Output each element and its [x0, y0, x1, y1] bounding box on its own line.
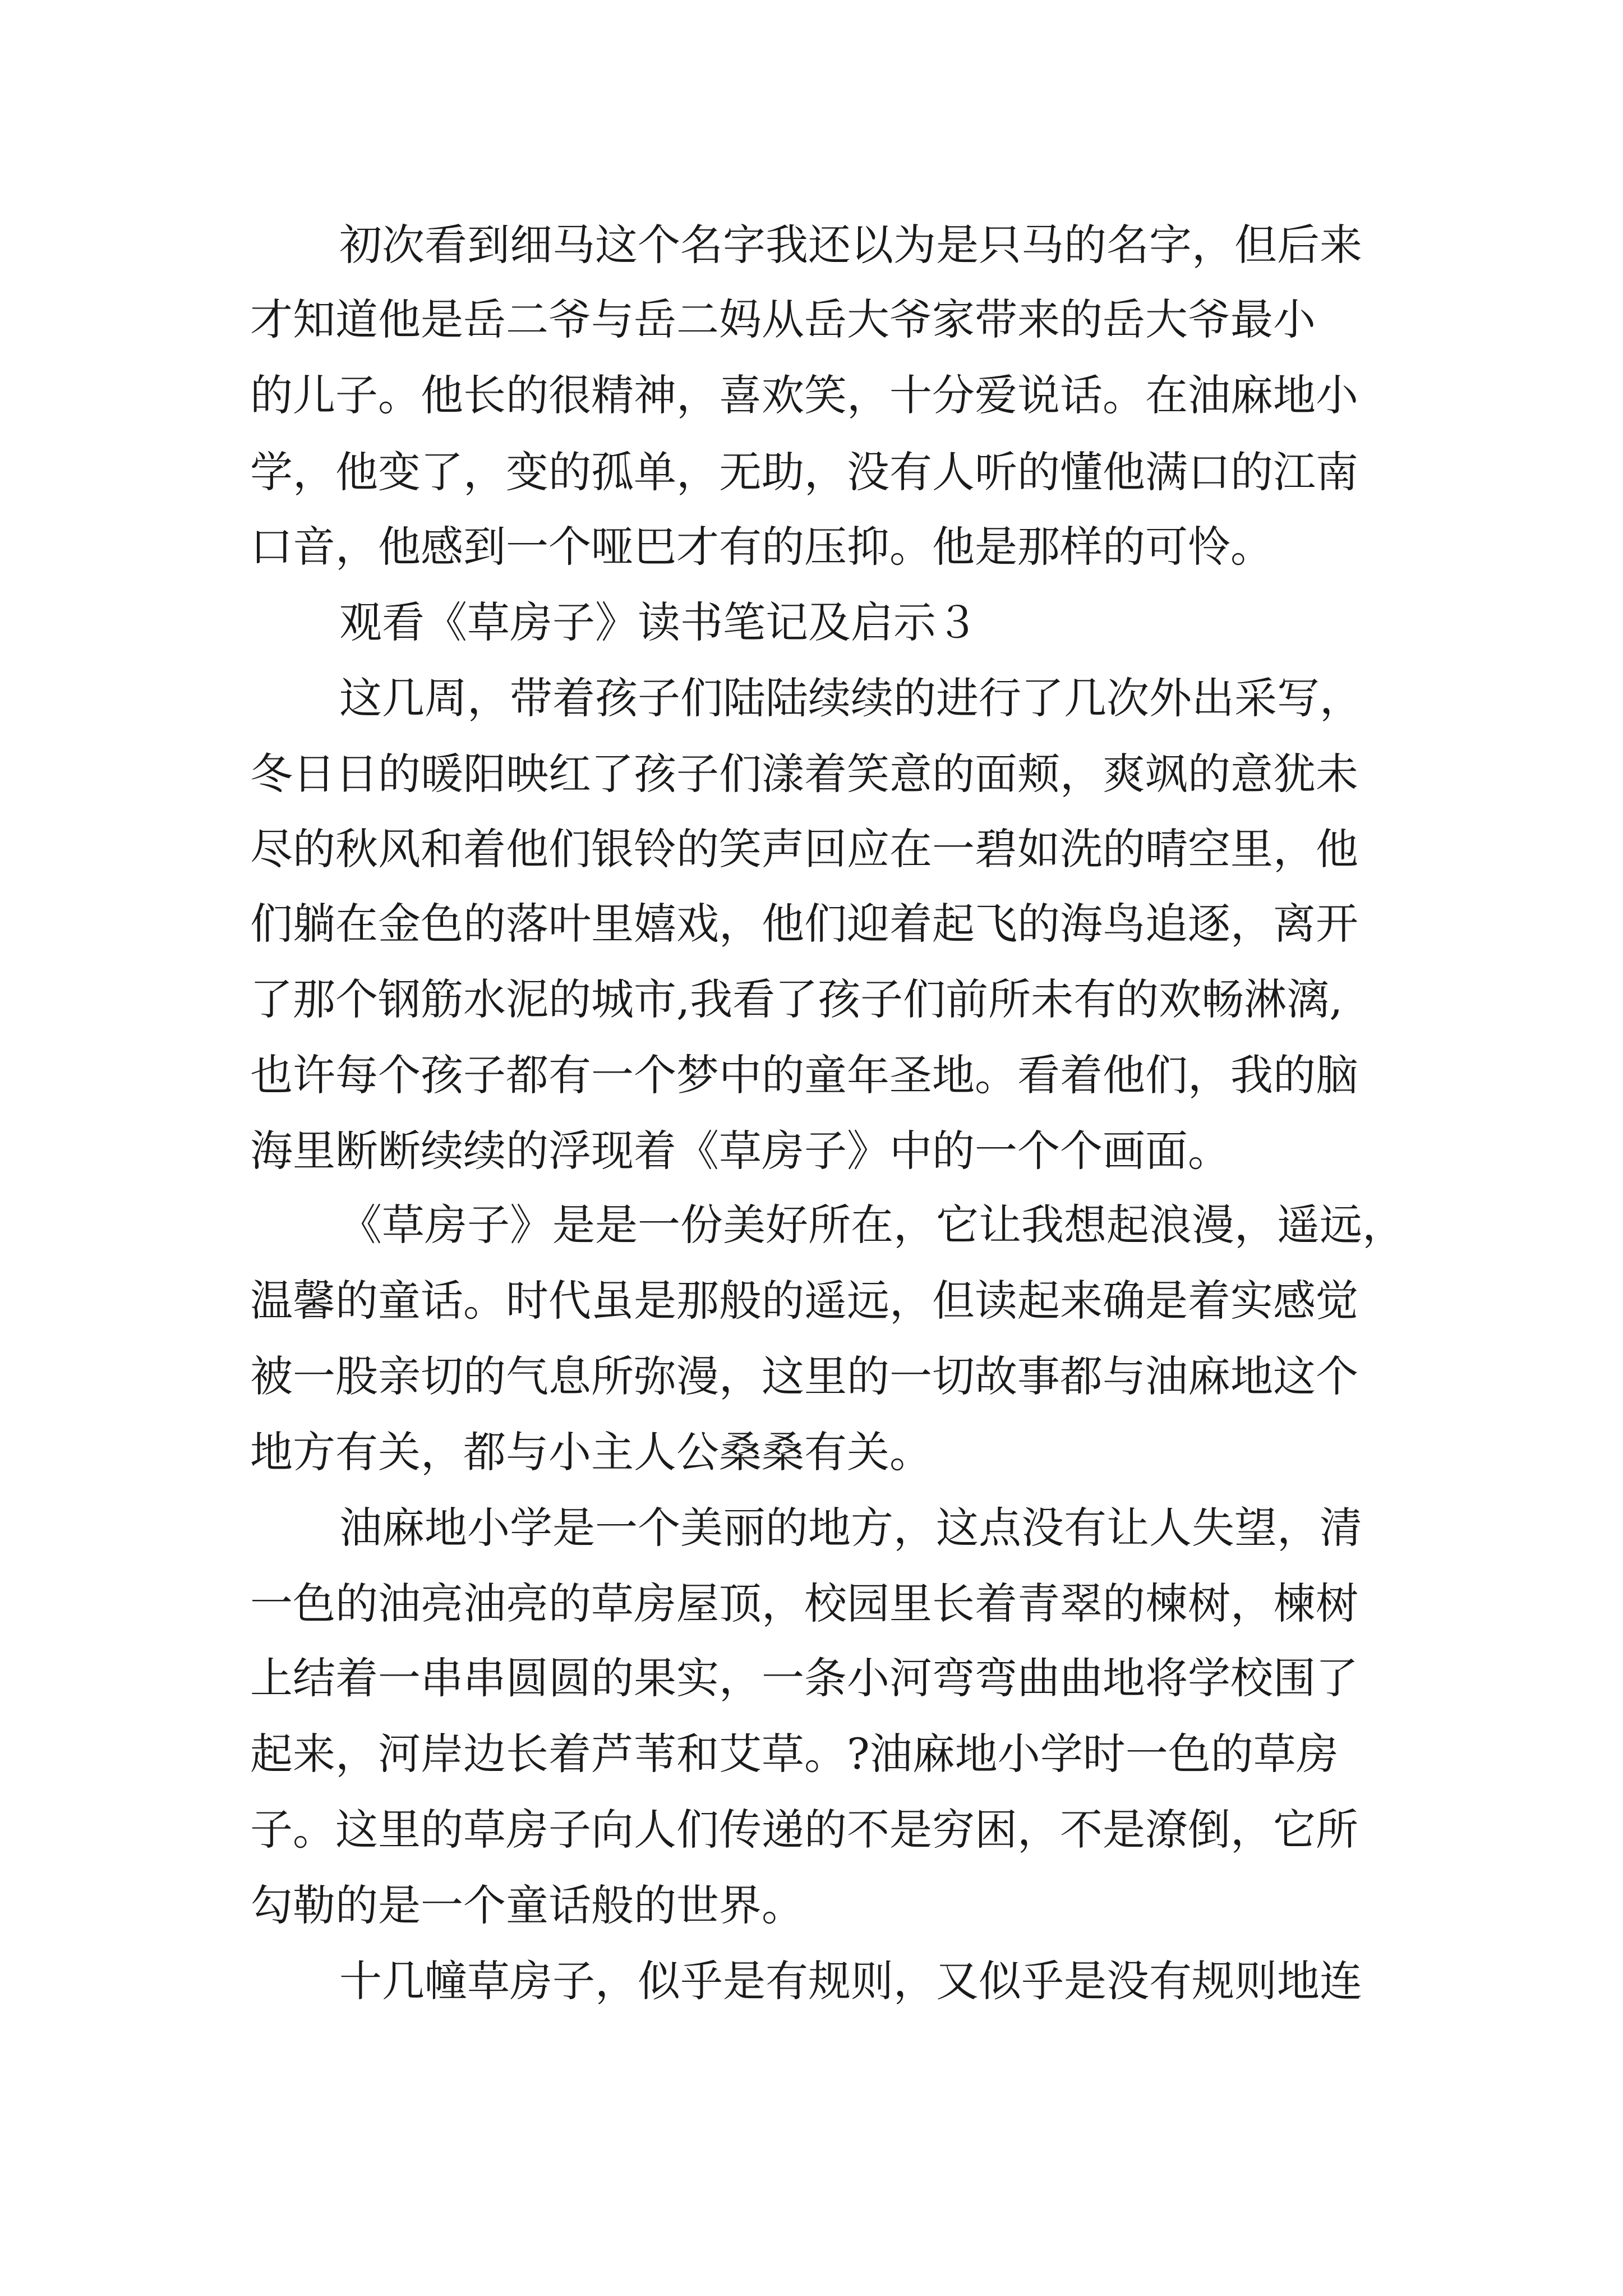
text-line-24: 十几幢草房子，似乎是有规则，又似乎是没有规则地连: [339, 1956, 1362, 2006]
text-line-3: 的儿子。他长的很精神，喜欢笑，十分爱说话。在油麻地小: [250, 370, 1358, 420]
text-line-9: 尽的秋风和着他们银铃的笑声回应在一碧如洗的晴空里，他: [250, 824, 1358, 874]
text-line-14: 《草房子》是是一份美好所在，它让我想起浪漫，遥远，: [339, 1200, 1405, 1250]
section-heading: 观看《草房子》读书笔记及启示３: [339, 597, 979, 647]
text-line-2: 才知道他是岳二爷与岳二妈从岳大爷家带来的岳大爷最小: [250, 295, 1316, 344]
text-line-23: 勾勒的是一个童话般的世界。: [250, 1880, 804, 1930]
text-line-12: 也许每个孩子都有一个梦中的童年圣地。看着他们，我的脑: [250, 1050, 1358, 1100]
text-line-16: 被一股亲切的气息所弥漫，这里的一切故事都与油麻地这个: [250, 1351, 1358, 1401]
text-line-20: 上结着一串串圆圆的果实，一条小河弯弯曲曲地将学校围了: [250, 1653, 1358, 1703]
text-line-22: 子。这里的草房子向人们传递的不是穷困，不是潦倒，它所: [250, 1805, 1358, 1855]
text-line-7: 这几周，带着孩子们陆陆续续的进行了几次外出采写，: [339, 673, 1362, 723]
text-line-5: 口音，他感到一个哑巴才有的压抑。他是那样的可怜。: [250, 522, 1273, 572]
text-line-4: 学，他变了，变的孤单，无助，没有人听的懂他满口的江南: [250, 447, 1358, 497]
text-line-1: 初次看到细马这个名字我还以为是只马的名字，但后来: [339, 220, 1362, 270]
text-line-13: 海里断断续续的浮现着《草房子》中的一个个画面。: [250, 1126, 1230, 1176]
text-line-8: 冬日日的暖阳映红了孩子们漾着笑意的面颊，爽飒的意犹未: [250, 749, 1358, 799]
text-line-18: 油麻地小学是一个美丽的地方，这点没有让人失望，清: [339, 1503, 1362, 1553]
text-line-17: 地方有关，都与小主人公桑桑有关。: [250, 1427, 932, 1477]
text-line-15: 温馨的童话。时代虽是那般的遥远，但读起来确是着实感觉: [250, 1276, 1358, 1326]
text-line-10: 们躺在金色的落叶里嬉戏，他们迎着起飞的海鸟追逐，离开: [250, 899, 1358, 949]
text-line-21: 起来，河岸边长着芦苇和艾草。?油麻地小学时一色的草房: [250, 1729, 1339, 1779]
text-line-19: 一色的油亮油亮的草房屋顶，校园里长着青翠的楝树，楝树: [250, 1579, 1358, 1628]
text-line-11: 了那个钢筋水泥的城市,我看了孩子们前所未有的欢畅淋漓,: [250, 974, 1343, 1024]
